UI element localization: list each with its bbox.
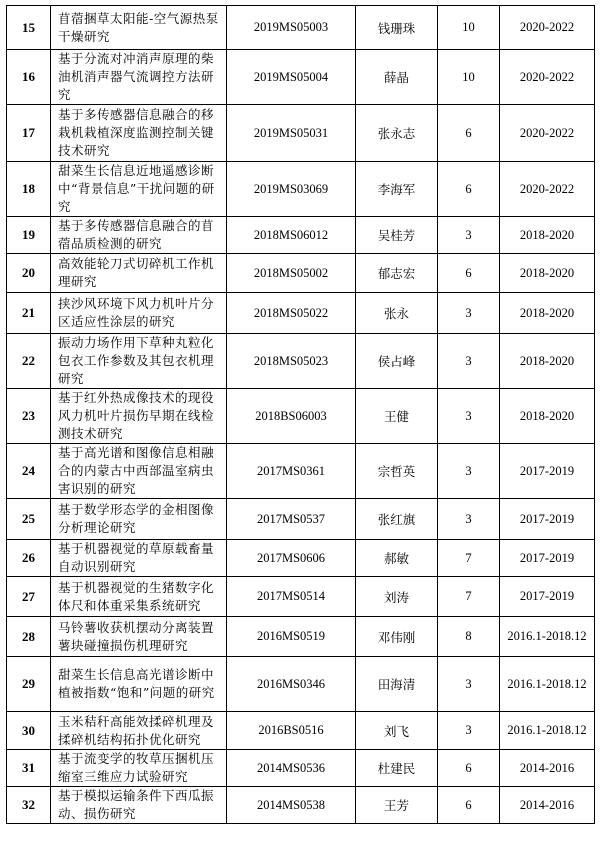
row-number: 27	[7, 577, 51, 617]
principal-investigator: 张永	[356, 293, 438, 334]
funding: 7	[438, 540, 500, 577]
project-period: 2016.1-2018.12	[500, 617, 595, 657]
project-code: 2017MS0537	[227, 499, 356, 540]
project-code: 2019MS05004	[227, 50, 356, 105]
row-number: 28	[7, 617, 51, 657]
table-row	[7, 6, 595, 50]
project-title: 基于数学形态学的金相图像分析理论研究	[51, 499, 227, 540]
principal-investigator: 王健	[356, 389, 438, 444]
project-code: 2017MS0361	[227, 444, 356, 499]
project-title: 基于机器视觉的草原载畜量自动识别研究	[51, 540, 227, 577]
principal-investigator: 邓伟刚	[356, 617, 438, 657]
project-code: 2016BS0516	[227, 712, 356, 750]
project-period: 2018-2020	[500, 217, 595, 254]
project-period: 2018-2020	[500, 254, 595, 293]
table-row	[7, 162, 595, 217]
row-number: 25	[7, 499, 51, 540]
project-title: 基于机器视觉的生猪数字化体尺和体重采集系统研究	[51, 577, 227, 617]
project-code: 2018MS05023	[227, 334, 356, 389]
project-table-body	[7, 6, 595, 824]
principal-investigator: 杜建民	[356, 750, 438, 787]
row-number: 31	[7, 750, 51, 787]
table-row	[7, 657, 595, 712]
project-period: 2017-2019	[500, 444, 595, 499]
project-period: 2018-2020	[500, 293, 595, 334]
funding: 3	[438, 334, 500, 389]
project-code: 2014MS0536	[227, 750, 356, 787]
project-period: 2016.1-2018.12	[500, 657, 595, 712]
project-title: 挟沙风环境下风力机叶片分区适应性涂层的研究	[51, 293, 227, 334]
principal-investigator: 钱珊珠	[356, 6, 438, 50]
funding: 6	[438, 254, 500, 293]
table-row	[7, 750, 595, 787]
row-number: 32	[7, 787, 51, 824]
project-code: 2017MS0514	[227, 577, 356, 617]
row-number: 30	[7, 712, 51, 750]
project-title: 玉米秸秆高能效揉碎机理及揉碎机结构拓扑优化研究	[51, 712, 227, 750]
project-code: 2016MS0519	[227, 617, 356, 657]
row-number: 20	[7, 254, 51, 293]
funding: 6	[438, 787, 500, 824]
project-table	[6, 5, 595, 824]
project-title: 马铃薯收获机摆动分离装置薯块碰撞损伤机理研究	[51, 617, 227, 657]
funding: 6	[438, 750, 500, 787]
funding: 7	[438, 577, 500, 617]
principal-investigator: 李海军	[356, 162, 438, 217]
principal-investigator: 郝敏	[356, 540, 438, 577]
row-number: 22	[7, 334, 51, 389]
funding: 3	[438, 657, 500, 712]
project-period: 2017-2019	[500, 577, 595, 617]
project-period: 2017-2019	[500, 499, 595, 540]
table-row	[7, 540, 595, 577]
project-title: 基于流变学的牧草压捆机压缩室三维应力试验研究	[51, 750, 227, 787]
principal-investigator: 张永志	[356, 105, 438, 162]
project-code: 2019MS03069	[227, 162, 356, 217]
project-code: 2017MS0606	[227, 540, 356, 577]
funding: 3	[438, 293, 500, 334]
project-title: 基于多传感器信息融合的苜蓿品质检测的研究	[51, 217, 227, 254]
project-title: 甜菜生长信息近地遥感诊断中“背景信息”干扰问题的研究	[51, 162, 227, 217]
principal-investigator: 刘飞	[356, 712, 438, 750]
project-period: 2018-2020	[500, 334, 595, 389]
funding: 6	[438, 162, 500, 217]
table-row	[7, 617, 595, 657]
funding: 3	[438, 712, 500, 750]
project-title: 甜菜生长信息高光谱诊断中植被指数“饱和”问题的研究	[51, 657, 227, 712]
row-number: 19	[7, 217, 51, 254]
funding: 10	[438, 50, 500, 105]
row-number: 24	[7, 444, 51, 499]
project-title: 振动力场作用下草种丸粒化包衣工作参数及其包衣机理研究	[51, 334, 227, 389]
principal-investigator: 刘涛	[356, 577, 438, 617]
funding: 3	[438, 389, 500, 444]
principal-investigator: 郁志宏	[356, 254, 438, 293]
funding: 3	[438, 217, 500, 254]
project-code: 2018BS06003	[227, 389, 356, 444]
row-number: 16	[7, 50, 51, 105]
table-row	[7, 293, 595, 334]
project-period: 2020-2022	[500, 105, 595, 162]
project-period: 2016.1-2018.12	[500, 712, 595, 750]
project-title: 基于多传感器信息融合的移栽机栽植深度监测控制关键技术研究	[51, 105, 227, 162]
principal-investigator: 侯占峰	[356, 334, 438, 389]
project-code: 2018MS05022	[227, 293, 356, 334]
row-number: 15	[7, 6, 51, 50]
funding: 8	[438, 617, 500, 657]
principal-investigator: 宗哲英	[356, 444, 438, 499]
project-period: 2018-2020	[500, 389, 595, 444]
funding: 6	[438, 105, 500, 162]
project-period: 2017-2019	[500, 540, 595, 577]
project-code: 2016MS0346	[227, 657, 356, 712]
project-period: 2020-2022	[500, 6, 595, 50]
table-row	[7, 334, 595, 389]
table-row	[7, 712, 595, 750]
table-row	[7, 787, 595, 824]
project-title: 基于分流对冲消声原理的柴油机消声器气流调控方法研究	[51, 50, 227, 105]
row-number: 17	[7, 105, 51, 162]
row-number: 29	[7, 657, 51, 712]
table-row	[7, 389, 595, 444]
table-row	[7, 254, 595, 293]
principal-investigator: 薛晶	[356, 50, 438, 105]
row-number: 26	[7, 540, 51, 577]
project-title: 高效能轮刀式切碎机工作机理研究	[51, 254, 227, 293]
principal-investigator: 田海清	[356, 657, 438, 712]
principal-investigator: 吴桂芳	[356, 217, 438, 254]
project-title: 基于高光谱和图像信息相融合的内蒙古中西部温室病虫害识别的研究	[51, 444, 227, 499]
row-number: 18	[7, 162, 51, 217]
row-number: 21	[7, 293, 51, 334]
table-row	[7, 499, 595, 540]
project-code: 2019MS05003	[227, 6, 356, 50]
funding: 3	[438, 499, 500, 540]
project-title: 苜蓿捆草太阳能-空气源热泵干燥研究	[51, 6, 227, 50]
project-code: 2019MS05031	[227, 105, 356, 162]
table-row	[7, 444, 595, 499]
project-code: 2014MS0538	[227, 787, 356, 824]
principal-investigator: 张红旗	[356, 499, 438, 540]
project-code: 2018MS06012	[227, 217, 356, 254]
principal-investigator: 王芳	[356, 787, 438, 824]
table-row	[7, 577, 595, 617]
funding: 3	[438, 444, 500, 499]
funding: 10	[438, 6, 500, 50]
project-period: 2020-2022	[500, 162, 595, 217]
table-row	[7, 217, 595, 254]
project-code: 2018MS05002	[227, 254, 356, 293]
project-period: 2014-2016	[500, 787, 595, 824]
table-row	[7, 50, 595, 105]
project-period: 2014-2016	[500, 750, 595, 787]
row-number: 23	[7, 389, 51, 444]
table-row	[7, 105, 595, 162]
project-title: 基于模拟运输条件下西瓜振动、损伤研究	[51, 787, 227, 824]
project-period: 2020-2022	[500, 50, 595, 105]
project-title: 基于红外热成像技术的现役风力机叶片损伤早期在线检测技术研究	[51, 389, 227, 444]
